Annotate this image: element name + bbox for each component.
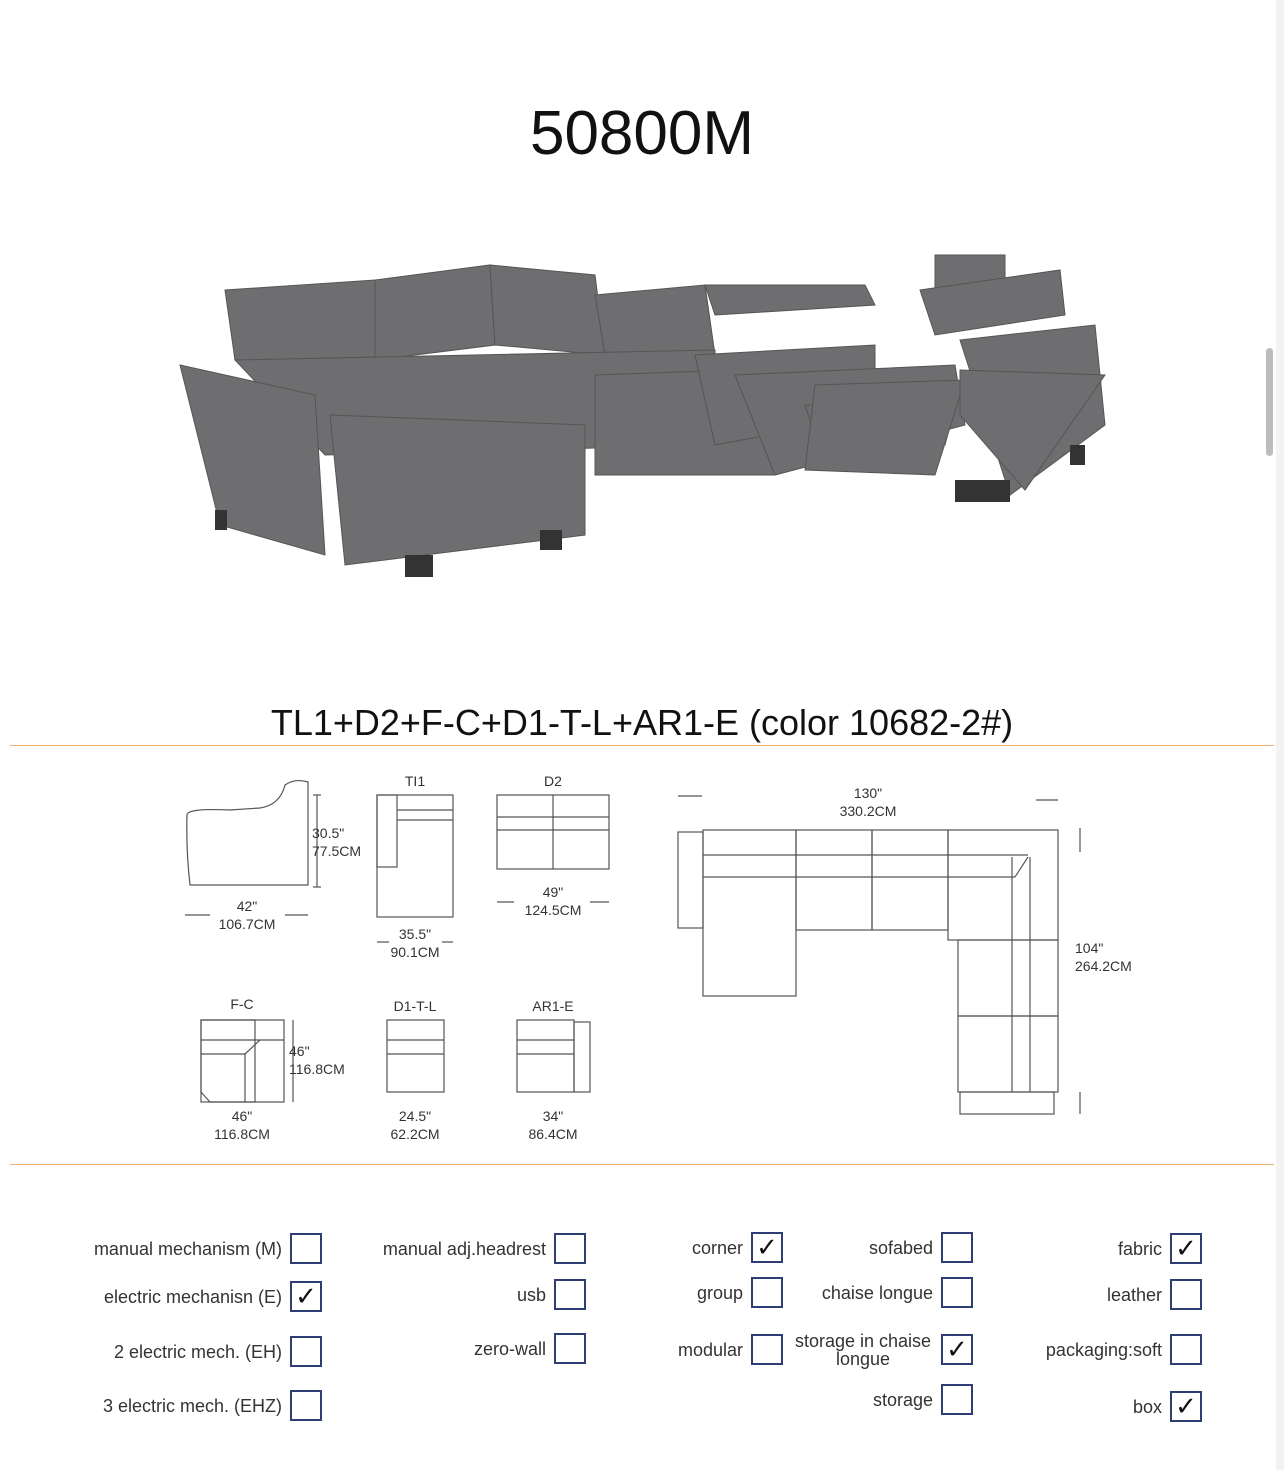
feature-checkbox[interactable] [941,1277,973,1308]
overall-width-in: 130" [853,785,883,801]
feature-storage [873,1384,973,1415]
configuration-code: TL1+D2+F-C+D1-T-L+AR1-E (color 10682-2#) [270,702,1014,743]
feature-checkbox[interactable] [290,1336,322,1367]
ar1e-label: AR1-E [532,998,574,1014]
d2-label: D2 [544,773,562,789]
feature-label: sofabed [868,1237,933,1258]
sofa-photo [175,245,1115,595]
feature-checkbox[interactable] [554,1333,586,1364]
feature-group [697,1277,783,1308]
feature-2-electric-mech-eh [114,1336,322,1367]
feature-checkbox[interactable] [751,1334,783,1365]
feature-modular [678,1334,783,1365]
feature-checkbox[interactable] [941,1384,973,1415]
feature-label: packaging:soft [1045,1339,1162,1360]
feature-electric-mechanisn-e [104,1281,322,1312]
feature-zero-wall [474,1333,586,1364]
feature-fabric [1118,1233,1202,1264]
overall-depth [1075,939,1132,975]
feature-checkbox[interactable] [554,1279,586,1310]
feature-label: manual adj.headrest [382,1238,546,1259]
feature-checkbox[interactable] [554,1233,586,1264]
feature-checkbox[interactable]: ✓ [1170,1233,1202,1264]
feature-3-electric-mech-ehz [103,1390,322,1421]
feature-label: corner [691,1237,743,1258]
ar1e-width [513,1107,593,1143]
side-width [207,897,287,933]
feature-label: fabric [1117,1238,1162,1259]
feature-label: storage in chaise longue [794,1330,932,1369]
fc-width-in: 46" [231,1108,253,1124]
feature-chaise-longue [822,1277,973,1308]
feature-label: box [1132,1396,1162,1417]
feature-checkbox[interactable] [1170,1334,1202,1365]
d1tl-width-in: 24.5" [398,1108,432,1124]
feature-label: storage [872,1389,933,1410]
overall-width [818,784,918,820]
fc-height [289,1042,345,1078]
feature-label: chaise longue [821,1282,933,1303]
feature-checkbox[interactable]: ✓ [941,1334,973,1365]
feature-checkbox[interactable] [1170,1279,1202,1310]
side-height [312,824,361,860]
fc-height-in: 46" [289,1043,310,1059]
ar1e-width-cm: 86.4CM [528,1126,578,1142]
feature-corner [692,1232,783,1263]
feature-label: leather [1106,1284,1162,1305]
d1tl-width [375,1107,455,1143]
feature-checkbox[interactable] [290,1233,322,1264]
d2-width-in: 49" [542,884,564,900]
feature-label: usb [516,1284,546,1305]
feature-label: electric mechanisn (E) [103,1286,282,1307]
feature-label: modular [677,1339,743,1360]
feature-label: zero-wall [473,1338,546,1359]
ti1-width-cm: 90.1CM [390,944,440,960]
feature-label: 2 electric mech. (EH) [113,1341,282,1362]
feature-label: 3 electric mech. (EHZ) [102,1395,282,1416]
ti1-width [375,925,455,961]
d2-width-cm: 124.5CM [524,902,582,918]
product-title: 50800M [529,99,755,168]
feature-sofabed [869,1232,973,1263]
feature-usb [517,1279,586,1310]
feature-checkbox[interactable]: ✓ [290,1281,322,1312]
side-width-cm: 106.7CM [218,916,276,932]
feature-label: group [696,1282,743,1303]
overall-depth-in: 104" [1075,940,1104,956]
side-width-in: 42" [236,898,258,914]
feature-leather [1107,1279,1202,1310]
feature-checkbox[interactable] [751,1277,783,1308]
side-height-in: 30.5" [312,825,345,841]
ti1-width-in: 35.5" [398,926,432,942]
feature-manual-mechanism-m [94,1233,322,1264]
divider-top [10,745,1274,746]
divider-bottom [10,1164,1274,1165]
feature-checkbox[interactable]: ✓ [1170,1391,1202,1422]
feature-manual-adj-headrest [383,1233,586,1264]
scrollbar[interactable] [1266,348,1273,456]
d1tl-label: D1-T-L [393,998,437,1014]
feature-checkbox[interactable] [290,1390,322,1421]
feature-storage-in-chaise-longue [793,1330,973,1369]
fc-width-cm: 116.8CM [214,1126,270,1142]
side-height-cm: 77.5CM [312,843,362,859]
d1tl-width-cm: 62.2CM [390,1126,440,1142]
fc-width [202,1107,282,1143]
overall-width-cm: 330.2CM [839,803,897,819]
feature-checkbox[interactable]: ✓ [751,1232,783,1263]
feature-box [1133,1391,1202,1422]
fc-height-cm: 116.8CM [289,1061,345,1077]
ti1-label: TI1 [404,773,426,789]
feature-checkbox[interactable] [941,1232,973,1263]
feature-packaging-soft [1046,1334,1202,1365]
feature-label: manual mechanism (M) [93,1238,282,1259]
d2-width [503,883,603,919]
ar1e-width-in: 34" [542,1108,564,1124]
fc-label: F-C [230,996,254,1012]
overall-depth-cm: 264.2CM [1075,958,1132,974]
